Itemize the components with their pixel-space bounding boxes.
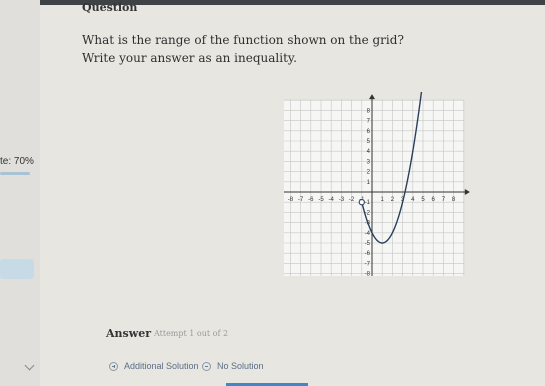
x-tick-label: -5 <box>318 197 324 203</box>
y-tick-label: -4 <box>364 230 370 237</box>
x-tick-label: -8 <box>287 197 294 203</box>
y-tick-label: 8 <box>366 108 370 115</box>
x-tick-label: 1 <box>380 197 384 203</box>
x-tick-label: 2 <box>390 197 395 203</box>
minus-circle-icon <box>202 362 211 371</box>
x-tick-label: -7 <box>297 197 304 203</box>
additional-solution-button[interactable] <box>109 361 199 371</box>
x-tick-label: 8 <box>451 197 456 203</box>
x-tick-label: 6 <box>431 197 435 203</box>
y-tick-label: 7 <box>366 118 370 125</box>
x-tick-label: 3 <box>400 197 405 203</box>
answer-label: Answer <box>106 327 151 340</box>
y-tick-label: -3 <box>364 220 370 227</box>
additional-solution-label: Additional Solution <box>124 361 199 371</box>
y-tick-label: -1 <box>364 200 370 207</box>
plus-circle-icon <box>109 362 118 371</box>
y-tick-label: 1 <box>366 179 370 186</box>
question-heading: Question <box>82 1 138 14</box>
y-tick-label: 3 <box>366 159 370 166</box>
y-tick-label: -7 <box>364 261 370 268</box>
x-tick-label: 7 <box>441 197 446 203</box>
score-progress-bar <box>0 172 30 175</box>
function-graph <box>284 92 474 276</box>
x-tick-label: -4 <box>328 197 334 203</box>
question-text-line-1: What is the range of the function shown on the grid? <box>82 33 404 47</box>
attempt-counter: Attempt 1 out of 2 <box>154 329 229 338</box>
x-tick-label: 4 <box>411 197 415 203</box>
y-tick-label: -6 <box>364 251 370 258</box>
x-tick-label: -6 <box>308 197 314 203</box>
y-tick-label: -5 <box>364 241 370 247</box>
x-axis-right-arrow <box>465 189 470 195</box>
y-tick-label: 4 <box>366 149 370 156</box>
no-solution-label: No Solution <box>217 361 264 371</box>
y-tick-label: -8 <box>364 271 370 276</box>
x-tick-label: -3 <box>338 197 345 203</box>
side-button[interactable] <box>0 259 34 279</box>
y-tick-label: -2 <box>364 210 370 217</box>
y-tick-label: 2 <box>366 169 370 176</box>
left-panel <box>0 0 40 386</box>
open-endpoint <box>359 200 364 205</box>
y-tick-label: 5 <box>366 139 370 145</box>
no-solution-button[interactable] <box>202 361 264 371</box>
y-axis-up-arrow <box>369 94 375 99</box>
y-tick-label: 6 <box>366 128 370 135</box>
x-tick-label: 5 <box>421 197 425 203</box>
question-text-line-2: Write your answer as an inequality. <box>82 51 297 65</box>
score-label: te: 70% <box>0 156 34 167</box>
x-tick-label: -2 <box>348 197 355 203</box>
